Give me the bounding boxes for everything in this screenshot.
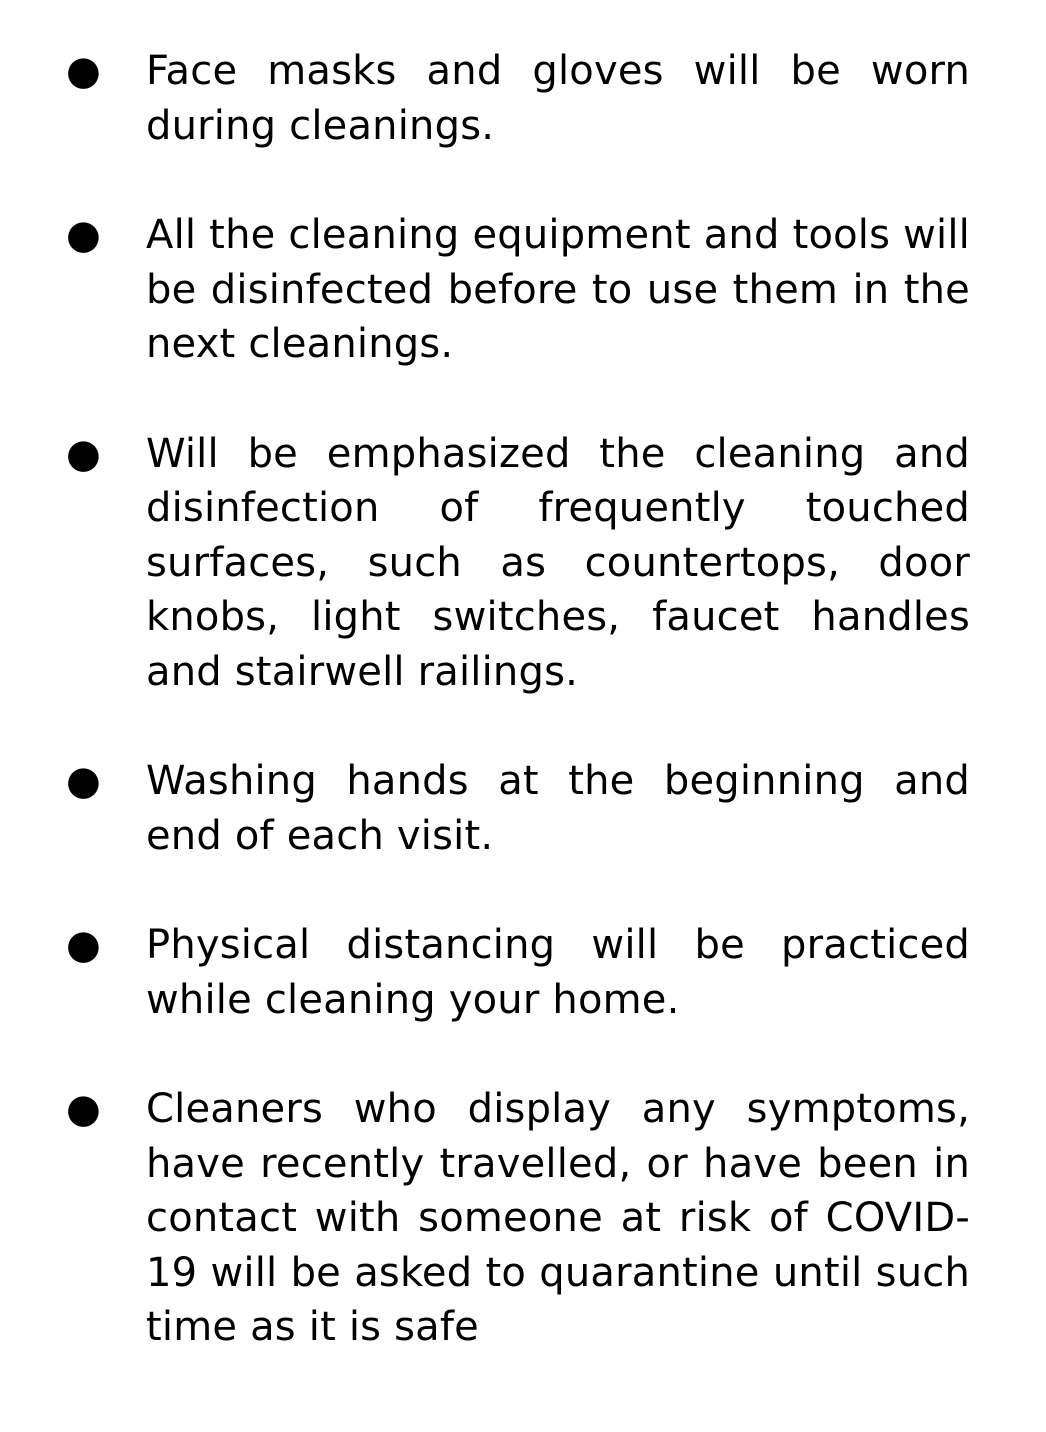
list-item-text: Cleaners who display any symptoms, have recently travelled, or have been in contact with someone at risk of COVID-19 will be asked to quarantine until such time as it is safe <box>146 1086 970 1350</box>
bullet-icon: ● <box>66 758 101 804</box>
list-item-text: Will be emphasized the cleaning and disinfection of frequently touched surfaces, such as countertops, door knobs, light switches, faucet handles and stairwell railings. <box>146 430 970 695</box>
bullet-icon: ● <box>66 430 101 477</box>
list-item-text: Face masks and gloves will be worn during cleanings. <box>146 48 970 149</box>
list-item <box>0 754 1046 863</box>
list-item-text: Washing hands at the beginning and end of each visit. <box>146 758 970 859</box>
bullet-icon: ● <box>66 922 101 968</box>
list-item <box>0 44 1046 153</box>
list-item-text: All the cleaning equipment and tools will be disinfected before to use them in the next cleanings. <box>146 212 970 367</box>
list-item <box>0 1082 1046 1355</box>
bullet-icon: ● <box>66 1086 101 1132</box>
bullet-icon: ● <box>66 48 101 94</box>
list-item <box>0 427 1046 700</box>
bullet-icon: ● <box>66 212 101 258</box>
list-item-text: Physical distancing will be practiced while cleaning your home. <box>146 922 970 1023</box>
safety-measures-list <box>0 44 1046 1410</box>
list-item <box>0 918 1046 1027</box>
list-item <box>0 208 1046 372</box>
